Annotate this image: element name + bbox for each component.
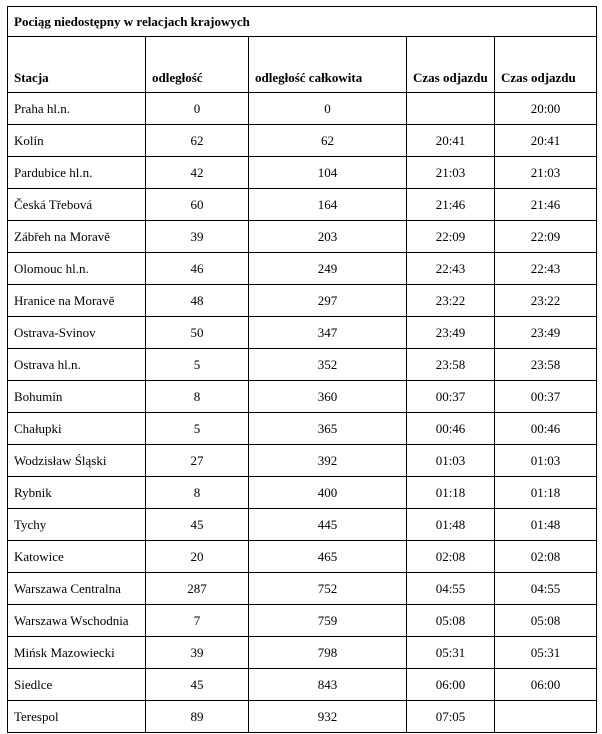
station-cell: Hranice na Moravě [8,285,146,317]
total-distance-cell: 365 [249,413,407,445]
departure-time-1-cell: 23:58 [407,349,495,381]
departure-time-1-cell: 01:48 [407,509,495,541]
header-row [8,37,597,93]
departure-time-2-cell: 00:37 [495,381,597,413]
total-distance-cell: 347 [249,317,407,349]
departure-time-2-cell: 05:31 [495,637,597,669]
station-cell: Pardubice hl.n. [8,157,146,189]
distance-cell: 27 [146,445,249,477]
table-row [8,413,597,445]
distance-cell: 287 [146,573,249,605]
column-header-total-distance: odległość całkowita [249,37,407,93]
table-row [8,669,597,701]
departure-time-2-cell: 22:09 [495,221,597,253]
station-cell: Ostrava-Svinov [8,317,146,349]
departure-time-1-cell: 07:05 [407,701,495,733]
departure-time-2-cell: 20:00 [495,93,597,125]
departure-time-2-cell: 22:43 [495,253,597,285]
total-distance-cell: 759 [249,605,407,637]
distance-cell: 46 [146,253,249,285]
total-distance-cell: 400 [249,477,407,509]
departure-time-2-cell: 06:00 [495,669,597,701]
distance-cell: 0 [146,93,249,125]
departure-time-1-cell: 05:08 [407,605,495,637]
station-cell: Ostrava hl.n. [8,349,146,381]
departure-time-1-cell [407,93,495,125]
departure-time-2-cell: 20:41 [495,125,597,157]
departure-time-2-cell: 21:46 [495,189,597,221]
document [7,6,596,733]
total-distance-cell: 445 [249,509,407,541]
total-distance-cell: 465 [249,541,407,573]
departure-time-1-cell: 21:03 [407,157,495,189]
total-distance-cell: 249 [249,253,407,285]
departure-time-1-cell: 00:37 [407,381,495,413]
column-header-departure-time-1: Czas odjazdu [407,37,495,93]
departure-time-2-cell [495,701,597,733]
departure-time-1-cell: 01:18 [407,477,495,509]
station-cell: Kolín [8,125,146,157]
table-row [8,701,597,733]
total-distance-cell: 843 [249,669,407,701]
departure-time-2-cell: 04:55 [495,573,597,605]
departure-time-1-cell: 04:55 [407,573,495,605]
station-cell: Wodzisław Śląski [8,445,146,477]
distance-cell: 5 [146,349,249,381]
departure-time-1-cell: 06:00 [407,669,495,701]
total-distance-cell: 360 [249,381,407,413]
departure-time-2-cell: 23:22 [495,285,597,317]
departure-time-2-cell: 00:46 [495,413,597,445]
table-title: Pociąg niedostępny w relacjach krajowych [8,7,597,37]
station-cell: Bohumín [8,381,146,413]
table-row [8,221,597,253]
departure-time-2-cell: 21:03 [495,157,597,189]
table-row [8,317,597,349]
table-row [8,381,597,413]
departure-time-1-cell: 05:31 [407,637,495,669]
distance-cell: 48 [146,285,249,317]
departure-time-2-cell: 05:08 [495,605,597,637]
table-row [8,573,597,605]
table-row [8,477,597,509]
departure-time-1-cell: 21:46 [407,189,495,221]
title-row [8,7,597,37]
distance-cell: 8 [146,381,249,413]
departure-time-2-cell: 01:18 [495,477,597,509]
table-row [8,605,597,637]
distance-cell: 8 [146,477,249,509]
distance-cell: 5 [146,413,249,445]
station-cell: Tychy [8,509,146,541]
station-cell: Katowice [8,541,146,573]
table-row [8,349,597,381]
table-row [8,285,597,317]
departure-time-2-cell: 23:49 [495,317,597,349]
distance-cell: 20 [146,541,249,573]
table-row [8,509,597,541]
distance-cell: 39 [146,221,249,253]
distance-cell: 50 [146,317,249,349]
station-cell: Warszawa Centralna [8,573,146,605]
departure-time-2-cell: 01:03 [495,445,597,477]
station-cell: Mińsk Mazowiecki [8,637,146,669]
total-distance-cell: 297 [249,285,407,317]
distance-cell: 45 [146,669,249,701]
station-cell: Rybnik [8,477,146,509]
timetable [7,6,597,733]
station-cell: Chałupki [8,413,146,445]
distance-cell: 39 [146,637,249,669]
table-row [8,253,597,285]
distance-cell: 62 [146,125,249,157]
table-row [8,445,597,477]
column-header-distance: odległość [146,37,249,93]
table-row [8,637,597,669]
total-distance-cell: 798 [249,637,407,669]
departure-time-2-cell: 01:48 [495,509,597,541]
distance-cell: 45 [146,509,249,541]
distance-cell: 42 [146,157,249,189]
total-distance-cell: 352 [249,349,407,381]
total-distance-cell: 62 [249,125,407,157]
departure-time-1-cell: 22:09 [407,221,495,253]
table-row [8,189,597,221]
departure-time-1-cell: 02:08 [407,541,495,573]
table-body [8,93,597,733]
distance-cell: 60 [146,189,249,221]
column-header-station: Stacja [8,37,146,93]
departure-time-2-cell: 23:58 [495,349,597,381]
total-distance-cell: 0 [249,93,407,125]
station-cell: Warszawa Wschodnia [8,605,146,637]
departure-time-1-cell: 00:46 [407,413,495,445]
total-distance-cell: 932 [249,701,407,733]
station-cell: Olomouc hl.n. [8,253,146,285]
departure-time-1-cell: 23:22 [407,285,495,317]
departure-time-1-cell: 20:41 [407,125,495,157]
table-row [8,93,597,125]
distance-cell: 7 [146,605,249,637]
station-cell: Siedlce [8,669,146,701]
distance-cell: 89 [146,701,249,733]
column-header-departure-time-2: Czas odjazdu [495,37,597,93]
departure-time-1-cell: 01:03 [407,445,495,477]
table-row [8,541,597,573]
table-row [8,157,597,189]
departure-time-2-cell: 02:08 [495,541,597,573]
total-distance-cell: 752 [249,573,407,605]
station-cell: Praha hl.n. [8,93,146,125]
total-distance-cell: 203 [249,221,407,253]
station-cell: Terespol [8,701,146,733]
departure-time-1-cell: 23:49 [407,317,495,349]
departure-time-1-cell: 22:43 [407,253,495,285]
total-distance-cell: 104 [249,157,407,189]
total-distance-cell: 164 [249,189,407,221]
table-row [8,125,597,157]
station-cell: Česká Třebová [8,189,146,221]
station-cell: Zábřeh na Moravě [8,221,146,253]
total-distance-cell: 392 [249,445,407,477]
